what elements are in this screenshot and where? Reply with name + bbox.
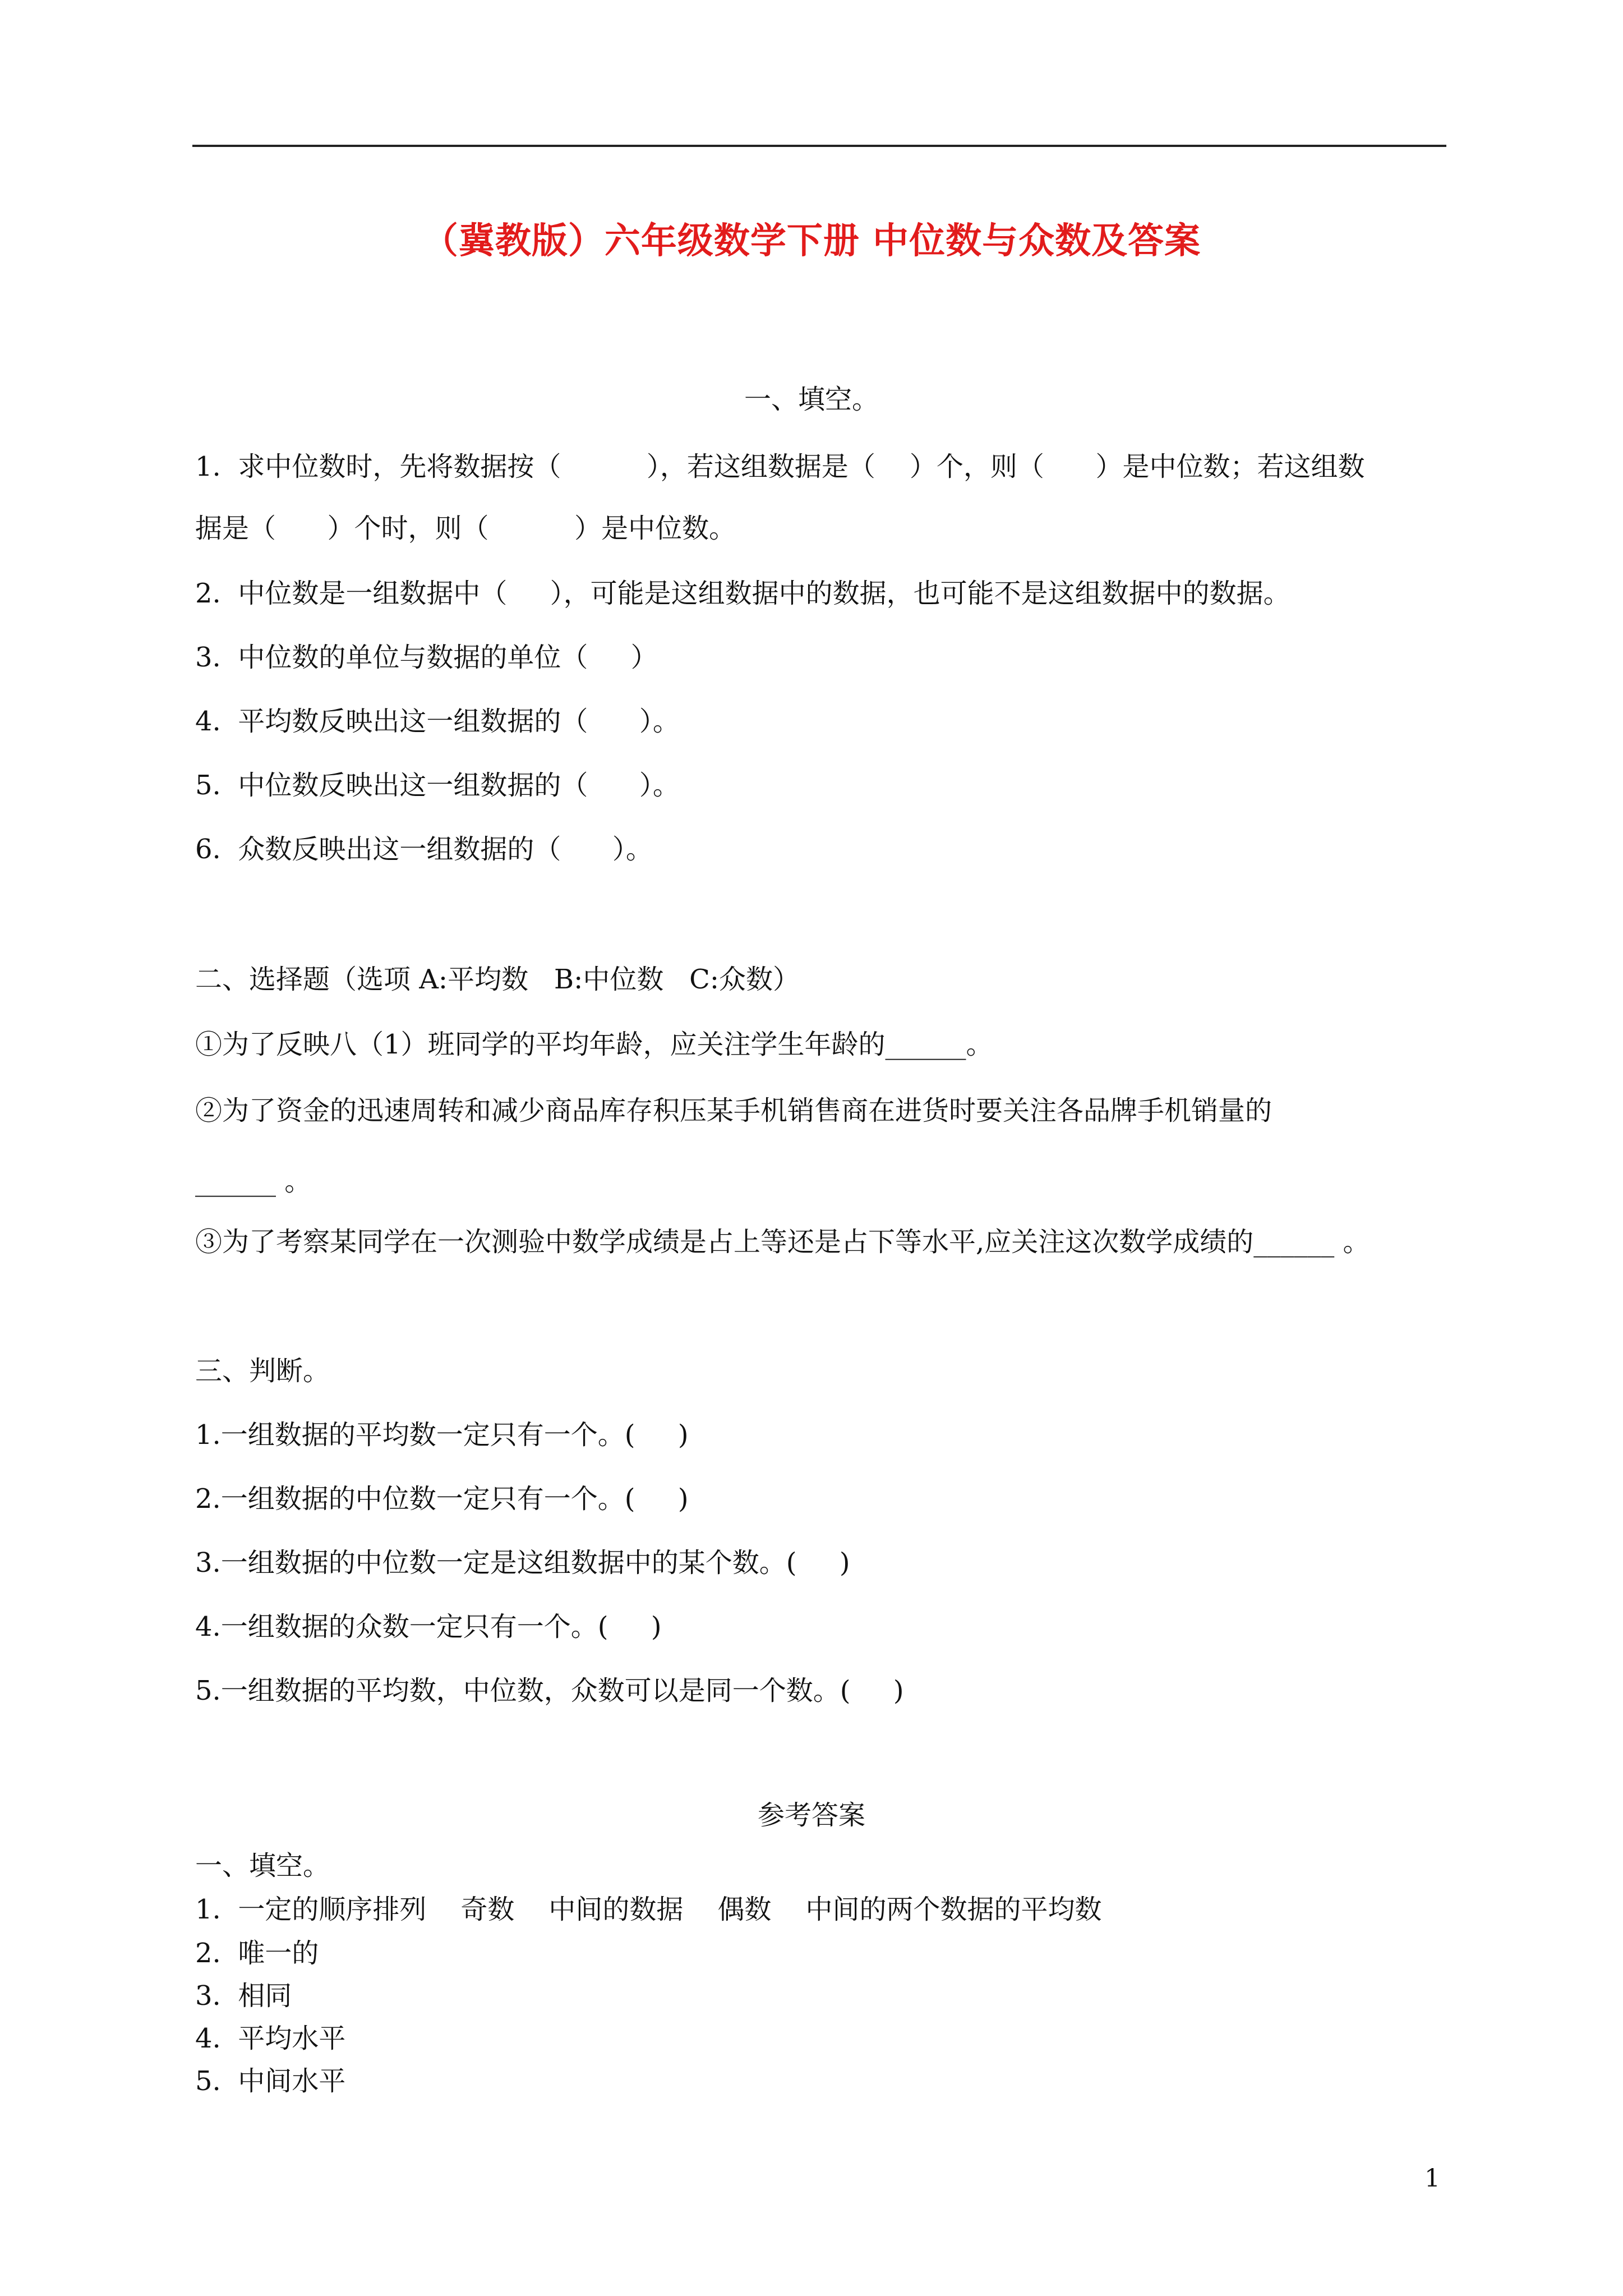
judge-question-4: 4.一组数据的众数一定只有一个。( ) [195,1611,662,1642]
choice-question-2-line2: ______ 。 [195,1166,312,1197]
choice-question-3: ③为了考察某同学在一次测验中数学成绩是占上等还是占下等水平,应关注这次数学成绩的______ 。 [195,1226,1370,1258]
judge-question-1: 1.一组数据的平均数一定只有一个。( ) [195,1419,689,1451]
answer-1: 1. 一定的顺序排列 奇数 中间的数据 偶数 中间的两个数据的平均数 [195,1894,1102,1925]
answers-heading: 参考答案 [757,1800,865,1831]
judge-question-5: 5.一组数据的平均数，中位数，众数可以是同一个数。( ) [195,1675,904,1706]
page-number: 1 [1424,2164,1440,2193]
judge-question-2: 2.一组数据的中位数一定只有一个。( ) [195,1483,689,1515]
answer-2: 2. 唯一的 [195,1938,319,1969]
header-rule [192,145,1446,147]
answers-section1-heading: 一、填空。 [195,1850,330,1881]
fill-question-3: 3. 中位数的单位与数据的单位（ ） [195,642,658,673]
answer-3: 3. 相同 [195,1980,292,2012]
fill-question-2: 2. 中位数是一组数据中（ ），可能是这组数据中的数据，也可能不是这组数据中的数据。 [195,578,1290,609]
answer-4: 4. 平均水平 [195,2023,346,2054]
choice-question-2-line1: ②为了资金的迅速周转和减少商品库存积压某手机销售商在进货时要关注各品牌手机销量的 [195,1095,1272,1126]
fill-question-4: 4. 平均数反映出这一组数据的（ ）。 [195,706,680,737]
judge-question-3: 3.一组数据的中位数一定是这组数据中的某个数。( ) [195,1547,850,1579]
page-title: （冀教版）六年级数学下册 中位数与众数及答案 [422,220,1201,262]
section1-heading: 一、填空。 [744,384,879,415]
answer-5: 5. 中间水平 [195,2065,346,2097]
section3-heading: 三、判断。 [195,1355,330,1387]
fill-question-1-line2: 据是（ ）个时，则（ ）是中位数。 [195,513,736,544]
fill-question-5: 5. 中位数反映出这一组数据的（ ）。 [195,770,680,801]
fill-question-6: 6. 众数反映出这一组数据的（ ）。 [195,834,653,865]
section2-heading: 二、选择题（选项 A:平均数 B:中位数 C:众数） [195,964,800,995]
fill-question-1-line1: 1. 求中位数时，先将数据按（ ），若这组数据是（ ）个，则（ ）是中位数；若这组数 [195,451,1365,482]
choice-question-1: ①为了反映八（1）班同学的平均年龄，应关注学生年龄的______。 [195,1029,993,1060]
